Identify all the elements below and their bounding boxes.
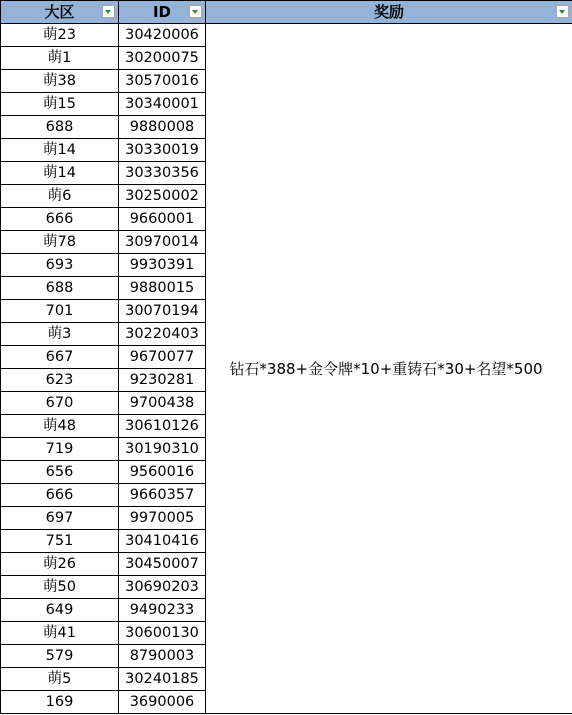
cell-region[interactable]: 688 [1, 116, 119, 139]
cell-region[interactable]: 670 [1, 392, 119, 415]
cell-region[interactable]: 688 [1, 277, 119, 300]
cell-id[interactable]: 30450007 [119, 553, 206, 576]
cell-id[interactable]: 30410416 [119, 530, 206, 553]
cell-id[interactable]: 3690006 [119, 691, 206, 714]
cell-id[interactable]: 9970005 [119, 507, 206, 530]
cell-id[interactable]: 30330019 [119, 139, 206, 162]
cell-id[interactable]: 9660001 [119, 208, 206, 231]
cell-id[interactable]: 30970014 [119, 231, 206, 254]
cell-region[interactable]: 693 [1, 254, 119, 277]
filter-dropdown-icon[interactable] [102, 5, 115, 18]
table-body [1, 24, 572, 714]
cell-region[interactable]: 萌48 [1, 415, 119, 438]
cell-region[interactable]: 666 [1, 484, 119, 507]
cell-id[interactable]: 30240185 [119, 668, 206, 691]
cell-id[interactable]: 30600130 [119, 622, 206, 645]
cell-id[interactable]: 9670077 [119, 346, 206, 369]
cell-id[interactable]: 9930391 [119, 254, 206, 277]
cell-region[interactable]: 萌78 [1, 231, 119, 254]
cell-region[interactable]: 萌14 [1, 139, 119, 162]
cell-id[interactable]: 9230281 [119, 369, 206, 392]
cell-id[interactable]: 9490233 [119, 599, 206, 622]
filter-dropdown-icon[interactable] [556, 5, 569, 18]
cell-id[interactable]: 30420006 [119, 24, 206, 47]
cell-region[interactable]: 萌5 [1, 668, 119, 691]
cell-region[interactable]: 萌1 [1, 47, 119, 70]
filter-dropdown-icon[interactable] [189, 5, 202, 18]
cell-id[interactable]: 8790003 [119, 645, 206, 668]
cell-region[interactable]: 656 [1, 461, 119, 484]
cell-region[interactable]: 萌23 [1, 24, 119, 47]
cell-region[interactable]: 701 [1, 300, 119, 323]
cell-region[interactable]: 666 [1, 208, 119, 231]
cell-region[interactable]: 萌14 [1, 162, 119, 185]
cell-region[interactable]: 萌6 [1, 185, 119, 208]
cell-region[interactable]: 169 [1, 691, 119, 714]
cell-id[interactable]: 30070194 [119, 300, 206, 323]
cell-region[interactable]: 579 [1, 645, 119, 668]
header-row [1, 1, 572, 24]
cell-id[interactable]: 30690203 [119, 576, 206, 599]
cell-id[interactable]: 30570016 [119, 70, 206, 93]
cell-id[interactable]: 9880008 [119, 116, 206, 139]
cell-id[interactable]: 30330356 [119, 162, 206, 185]
cell-region[interactable]: 667 [1, 346, 119, 369]
cell-id[interactable]: 30340001 [119, 93, 206, 116]
cell-region[interactable]: 751 [1, 530, 119, 553]
cell-id[interactable]: 30610126 [119, 415, 206, 438]
cell-region[interactable]: 萌50 [1, 576, 119, 599]
header-label-reward: 奖励 [373, 3, 404, 21]
header-label-region: 大区 [44, 3, 75, 21]
column-header-reward[interactable] [206, 1, 572, 24]
cell-id[interactable]: 30190310 [119, 438, 206, 461]
header-label-id: ID [152, 3, 172, 21]
cell-region[interactable]: 萌26 [1, 553, 119, 576]
cell-id[interactable]: 9660357 [119, 484, 206, 507]
column-header-region[interactable] [1, 1, 119, 24]
cell-region[interactable]: 萌38 [1, 70, 119, 93]
column-header-id[interactable] [119, 1, 206, 24]
table-row [1, 24, 572, 47]
cell-region[interactable]: 萌3 [1, 323, 119, 346]
cell-region[interactable]: 719 [1, 438, 119, 461]
cell-id[interactable]: 9700438 [119, 392, 206, 415]
cell-region[interactable]: 萌15 [1, 93, 119, 116]
cell-reward-merged[interactable]: 钻石*388+金令牌*10+重铸石*30+名望*500 [206, 24, 572, 714]
cell-id[interactable]: 30220403 [119, 323, 206, 346]
cell-region[interactable]: 697 [1, 507, 119, 530]
cell-id[interactable]: 30200075 [119, 47, 206, 70]
cell-region[interactable]: 萌41 [1, 622, 119, 645]
cell-region[interactable]: 623 [1, 369, 119, 392]
cell-id[interactable]: 9880015 [119, 277, 206, 300]
cell-id[interactable]: 30250002 [119, 185, 206, 208]
cell-id[interactable]: 9560016 [119, 461, 206, 484]
cell-region[interactable]: 649 [1, 599, 119, 622]
